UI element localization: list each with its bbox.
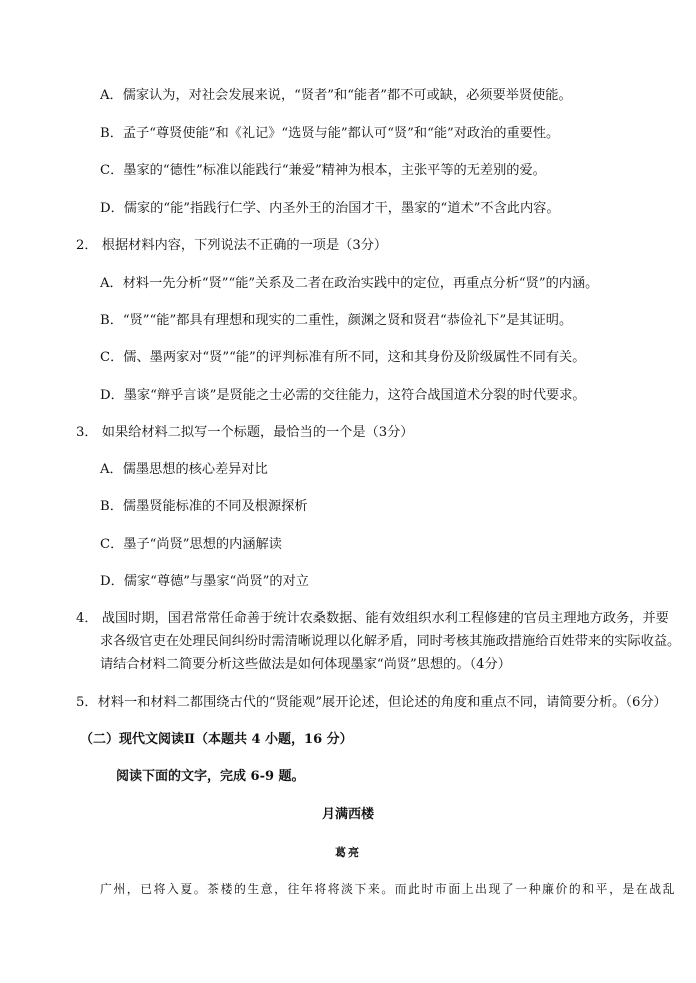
q3-option-c: C．墨子“尚贤”思想的内涵解读	[100, 537, 282, 552]
q3-option-b: B．儒墨贤能标准的不同及根源探析	[100, 499, 308, 514]
q1-option-d: D．儒家的“能”指践行仁学、内圣外王的治国才干，墨家的“道术”不含此内容。	[100, 201, 560, 216]
q2-option-c: C．儒、墨两家对“贤”“能”的评判标准有所不同，这和其身份及阶级属性不同有关。	[100, 350, 586, 365]
q1-option-c: C．墨家的“德性”标准以能践行“兼爱”精神为根本，主张平等的无差别的爱。	[100, 163, 546, 178]
section-instruction: 阅读下面的文字，完成 6-9 题。	[116, 769, 305, 784]
q4-line-3: 请结合材料二简要分析这些做法是如何体现墨家“尚贤”思想的。（4分）	[100, 657, 511, 672]
q1-option-a: A．儒家认为，对社会发展来说，“贤者”和“能者”都不可或缺，必须要举贤使能。	[100, 88, 572, 103]
story-paragraph-line: 广州，已将入夏。茶楼的生意，往年将将淡下来。而此时市面上出现了一种廉价的和平，是在战乱	[100, 882, 677, 896]
q2-stem: 2． 根据材料内容，下列说法不正确的一项是（3分）	[76, 238, 388, 253]
q5-stem: 5．材料一和材料二都围绕古代的“贤能观”展开论述，但论述的角度和重点不同，请简要分析。（6分）	[76, 695, 667, 710]
q2-option-b: B．“贤”“能”都具有理想和现实的二重性，颜渊之贤和贤君“恭俭礼下”是其证明。	[100, 313, 573, 328]
story-author: 葛亮	[335, 846, 361, 859]
q1-option-b: B．孟子“尊贤使能”和《礼记》“选贤与能”都认可“贤”和“能”对政治的重要性。	[100, 126, 560, 141]
section-heading: （二）现代文阅读Ⅱ（本题共 4 小题，16 分）	[80, 732, 353, 747]
q3-option-d: D．儒家“尊德”与墨家“尚贤”的对立	[100, 574, 309, 589]
q2-option-a: A．材料一先分析“贤”“能”关系及二者在政治实践中的定位，再重点分析“贤”的内涵。	[100, 276, 599, 291]
q4-line-2: 求各级官吏在处理民间纠纷时需清晰说理以化解矛盾，同时考核其施政措施给百姓带来的实际收益。	[100, 634, 681, 649]
q3-option-a: A．儒墨思想的核心差异对比	[100, 462, 268, 477]
q3-stem: 3． 如果给材料二拟写一个标题，最恰当的一个是（3分）	[76, 425, 414, 440]
q4-line-1: 4． 战国时期，国君常常任命善于统计农桑数据、能有效组织水利工程修建的官员主理地方政务，并要	[76, 611, 669, 626]
q2-option-d: D．墨家“辩乎言谈”是贤能之士必需的交往能力，这符合战国道术分裂的时代要求。	[100, 388, 586, 403]
story-title: 月满西楼	[321, 807, 374, 822]
